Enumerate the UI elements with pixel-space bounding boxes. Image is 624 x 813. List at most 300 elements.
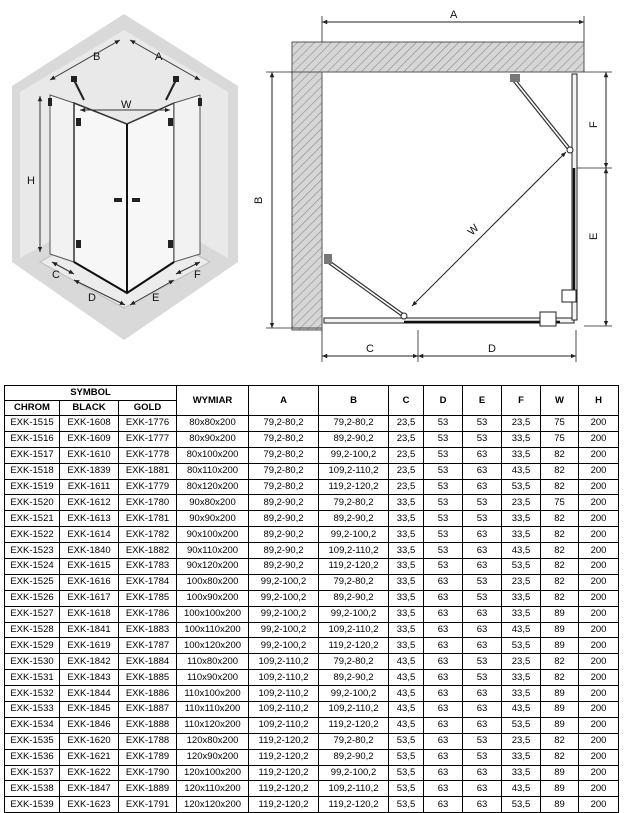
plan-label-b: B	[253, 196, 265, 204]
cell-b: 89,2-90,2	[319, 511, 389, 527]
cell-h: 200	[579, 527, 619, 543]
cell-d: 53	[424, 495, 463, 511]
cell-symbol-gold: EXK-1887	[119, 702, 177, 718]
cell-symbol-gold: EXK-1790	[119, 765, 177, 781]
cell-e: 53	[463, 654, 502, 670]
iso-label-d: D	[88, 292, 96, 304]
cell-symbol-chrom: EXK-1536	[5, 749, 60, 765]
cell-b: 99,2-100,2	[319, 606, 389, 622]
cell-w: 82	[541, 733, 579, 749]
cell-c: 33,5	[389, 559, 424, 575]
cell-c: 33,5	[389, 606, 424, 622]
cell-b: 89,2-90,2	[319, 749, 389, 765]
table-row	[5, 574, 619, 590]
cell-c: 33,5	[389, 590, 424, 606]
cell-a: 119,2-120,2	[249, 797, 319, 813]
cell-symbol-gold: EXK-1882	[119, 543, 177, 559]
cell-d: 63	[424, 590, 463, 606]
cell-symbol-chrom: EXK-1522	[5, 527, 60, 543]
cell-e: 63	[463, 527, 502, 543]
cell-h: 200	[579, 622, 619, 638]
cell-wymiar: 90x100x200	[177, 527, 249, 543]
cell-symbol-black: EXK-1839	[60, 463, 119, 479]
cell-h: 200	[579, 638, 619, 654]
cell-e: 63	[463, 543, 502, 559]
cell-e: 63	[463, 606, 502, 622]
cell-symbol-black: EXK-1616	[60, 574, 119, 590]
cell-f: 43,5	[502, 781, 541, 797]
cell-d: 63	[424, 797, 463, 813]
cell-f: 33,5	[502, 590, 541, 606]
cell-h: 200	[579, 749, 619, 765]
cell-w: 82	[541, 654, 579, 670]
cell-symbol-gold: EXK-1788	[119, 733, 177, 749]
table-row	[5, 781, 619, 797]
cell-c: 53,5	[389, 765, 424, 781]
cell-a: 89,2-90,2	[249, 559, 319, 575]
cell-c: 53,5	[389, 749, 424, 765]
cell-a: 99,2-100,2	[249, 590, 319, 606]
cell-e: 63	[463, 797, 502, 813]
cell-b: 89,2-90,2	[319, 670, 389, 686]
cell-b: 119,2-120,2	[319, 559, 389, 575]
cell-w: 89	[541, 702, 579, 718]
cell-symbol-chrom: EXK-1530	[5, 654, 60, 670]
cell-symbol-black: EXK-1608	[60, 416, 119, 432]
cell-e: 53	[463, 574, 502, 590]
cell-w: 82	[541, 590, 579, 606]
cell-symbol-chrom: EXK-1539	[5, 797, 60, 813]
cell-a: 119,2-120,2	[249, 733, 319, 749]
cell-b: 99,2-100,2	[319, 765, 389, 781]
cell-d: 63	[424, 574, 463, 590]
cell-symbol-black: EXK-1843	[60, 670, 119, 686]
cell-d: 63	[424, 606, 463, 622]
plan-label-e: E	[588, 232, 600, 240]
cell-d: 63	[424, 733, 463, 749]
cell-symbol-black: EXK-1620	[60, 733, 119, 749]
table-row	[5, 495, 619, 511]
cell-h: 200	[579, 479, 619, 495]
isometric-view	[12, 14, 238, 340]
cell-symbol-gold: EXK-1777	[119, 431, 177, 447]
table-row	[5, 527, 619, 543]
cell-wymiar: 110x80x200	[177, 654, 249, 670]
cell-h: 200	[579, 797, 619, 813]
cell-e: 63	[463, 622, 502, 638]
cell-f: 33,5	[502, 431, 541, 447]
cell-e: 63	[463, 781, 502, 797]
cell-wymiar: 110x100x200	[177, 686, 249, 702]
cell-d: 53	[424, 463, 463, 479]
cell-d: 53	[424, 543, 463, 559]
cell-b: 89,2-90,2	[319, 431, 389, 447]
cell-a: 89,2-90,2	[249, 543, 319, 559]
cell-symbol-gold: EXK-1784	[119, 574, 177, 590]
cell-a: 99,2-100,2	[249, 638, 319, 654]
plan-label-f: F	[588, 121, 600, 128]
cell-wymiar: 120x90x200	[177, 749, 249, 765]
cell-symbol-chrom: EXK-1523	[5, 543, 60, 559]
cell-wymiar: 80x120x200	[177, 479, 249, 495]
cell-f: 53,5	[502, 638, 541, 654]
plan-view	[253, 9, 612, 362]
cell-f: 23,5	[502, 574, 541, 590]
cell-w: 75	[541, 495, 579, 511]
cell-a: 99,2-100,2	[249, 574, 319, 590]
table-row	[5, 622, 619, 638]
cell-wymiar: 80x80x200	[177, 416, 249, 432]
cell-b: 99,2-100,2	[319, 447, 389, 463]
cell-h: 200	[579, 733, 619, 749]
cell-c: 43,5	[389, 654, 424, 670]
table-row	[5, 765, 619, 781]
cell-w: 89	[541, 638, 579, 654]
cell-c: 33,5	[389, 638, 424, 654]
cell-wymiar: 80x90x200	[177, 431, 249, 447]
cell-symbol-chrom: EXK-1521	[5, 511, 60, 527]
cell-a: 89,2-90,2	[249, 527, 319, 543]
cell-symbol-black: EXK-1844	[60, 686, 119, 702]
cell-wymiar: 100x80x200	[177, 574, 249, 590]
cell-f: 43,5	[502, 622, 541, 638]
cell-a: 119,2-120,2	[249, 781, 319, 797]
cell-wymiar: 110x120x200	[177, 717, 249, 733]
cell-f: 53,5	[502, 559, 541, 575]
cell-symbol-chrom: EXK-1529	[5, 638, 60, 654]
cell-symbol-black: EXK-1845	[60, 702, 119, 718]
cell-e: 63	[463, 717, 502, 733]
cell-f: 33,5	[502, 511, 541, 527]
cell-wymiar: 80x100x200	[177, 447, 249, 463]
cell-symbol-chrom: EXK-1519	[5, 479, 60, 495]
cell-c: 43,5	[389, 670, 424, 686]
iso-label-c: C	[52, 269, 60, 281]
cell-symbol-chrom: EXK-1518	[5, 463, 60, 479]
cell-c: 23,5	[389, 416, 424, 432]
cell-symbol-black: EXK-1846	[60, 717, 119, 733]
cell-wymiar: 100x100x200	[177, 606, 249, 622]
cell-e: 53	[463, 670, 502, 686]
cell-symbol-gold: EXK-1791	[119, 797, 177, 813]
cell-a: 119,2-120,2	[249, 749, 319, 765]
cell-c: 43,5	[389, 686, 424, 702]
table-row	[5, 702, 619, 718]
header-e: E	[463, 386, 502, 416]
cell-wymiar: 120x120x200	[177, 797, 249, 813]
cell-symbol-gold: EXK-1782	[119, 527, 177, 543]
cell-symbol-gold: EXK-1786	[119, 606, 177, 622]
cell-h: 200	[579, 654, 619, 670]
cell-h: 200	[579, 781, 619, 797]
cell-symbol-gold: EXK-1881	[119, 463, 177, 479]
cell-symbol-gold: EXK-1780	[119, 495, 177, 511]
cell-a: 79,2-80,2	[249, 463, 319, 479]
cell-f: 53,5	[502, 797, 541, 813]
wall-top	[292, 42, 584, 72]
cell-b: 79,2-80,2	[319, 654, 389, 670]
cell-wymiar: 110x90x200	[177, 670, 249, 686]
cell-e: 53	[463, 511, 502, 527]
cell-a: 99,2-100,2	[249, 606, 319, 622]
cell-e: 63	[463, 479, 502, 495]
cell-d: 53	[424, 479, 463, 495]
table-row	[5, 638, 619, 654]
cell-symbol-gold: EXK-1776	[119, 416, 177, 432]
header-w: W	[541, 386, 579, 416]
table-row	[5, 590, 619, 606]
cell-d: 63	[424, 749, 463, 765]
cell-w: 82	[541, 511, 579, 527]
cell-symbol-chrom: EXK-1537	[5, 765, 60, 781]
cell-a: 79,2-80,2	[249, 447, 319, 463]
cell-w: 82	[541, 463, 579, 479]
cell-f: 43,5	[502, 543, 541, 559]
cell-wymiar: 90x80x200	[177, 495, 249, 511]
cell-c: 53,5	[389, 733, 424, 749]
cell-e: 63	[463, 463, 502, 479]
table-row	[5, 606, 619, 622]
cell-h: 200	[579, 416, 619, 432]
cell-b: 89,2-90,2	[319, 590, 389, 606]
table-row	[5, 447, 619, 463]
wall-left	[292, 72, 322, 330]
header-b: B	[319, 386, 389, 416]
iso-label-a: A	[155, 51, 163, 63]
cell-d: 63	[424, 654, 463, 670]
cell-b: 109,2-110,2	[319, 543, 389, 559]
cell-d: 53	[424, 559, 463, 575]
iso-label-w: W	[121, 99, 132, 111]
cell-d: 53	[424, 447, 463, 463]
diagrams	[0, 0, 624, 380]
cell-e: 53	[463, 495, 502, 511]
cell-c: 23,5	[389, 447, 424, 463]
cell-wymiar: 90x120x200	[177, 559, 249, 575]
cell-h: 200	[579, 543, 619, 559]
cell-wymiar: 110x110x200	[177, 702, 249, 718]
cell-symbol-black: EXK-1623	[60, 797, 119, 813]
cell-c: 43,5	[389, 702, 424, 718]
cell-symbol-chrom: EXK-1526	[5, 590, 60, 606]
cell-a: 109,2-110,2	[249, 702, 319, 718]
cell-symbol-gold: EXK-1783	[119, 559, 177, 575]
cell-h: 200	[579, 670, 619, 686]
cell-symbol-gold: EXK-1781	[119, 511, 177, 527]
cell-c: 43,5	[389, 717, 424, 733]
cell-symbol-black: EXK-1612	[60, 495, 119, 511]
cell-e: 63	[463, 638, 502, 654]
cell-c: 33,5	[389, 527, 424, 543]
header-f: F	[502, 386, 541, 416]
table-row	[5, 511, 619, 527]
table-row	[5, 797, 619, 813]
cell-symbol-black: EXK-1610	[60, 447, 119, 463]
cell-symbol-gold: EXK-1787	[119, 638, 177, 654]
cell-symbol-chrom: EXK-1534	[5, 717, 60, 733]
cell-a: 109,2-110,2	[249, 717, 319, 733]
cell-e: 53	[463, 590, 502, 606]
cell-a: 109,2-110,2	[249, 654, 319, 670]
cell-f: 43,5	[502, 702, 541, 718]
cell-f: 33,5	[502, 670, 541, 686]
cell-b: 79,2-80,2	[319, 495, 389, 511]
cell-d: 63	[424, 686, 463, 702]
iso-label-b: B	[93, 51, 101, 63]
cell-symbol-chrom: EXK-1528	[5, 622, 60, 638]
cell-b: 79,2-80,2	[319, 574, 389, 590]
cell-symbol-black: EXK-1617	[60, 590, 119, 606]
cell-wymiar: 90x90x200	[177, 511, 249, 527]
table-row	[5, 670, 619, 686]
cell-f: 53,5	[502, 717, 541, 733]
cell-symbol-chrom: EXK-1538	[5, 781, 60, 797]
table-row	[5, 416, 619, 432]
iso-label-f: F	[194, 269, 201, 281]
cell-symbol-chrom: EXK-1524	[5, 559, 60, 575]
cell-d: 63	[424, 622, 463, 638]
cell-w: 82	[541, 559, 579, 575]
cell-wymiar: 120x100x200	[177, 765, 249, 781]
iso-label-e: E	[152, 292, 160, 304]
cell-symbol-gold: EXK-1886	[119, 686, 177, 702]
cell-d: 63	[424, 638, 463, 654]
cell-h: 200	[579, 463, 619, 479]
cell-a: 109,2-110,2	[249, 686, 319, 702]
cell-w: 82	[541, 527, 579, 543]
cell-b: 109,2-110,2	[319, 463, 389, 479]
cell-symbol-black: EXK-1621	[60, 749, 119, 765]
cell-d: 53	[424, 416, 463, 432]
cell-w: 82	[541, 749, 579, 765]
plan-label-c: C	[366, 343, 374, 355]
spec-table-body	[5, 416, 619, 813]
glass-right-fixed	[174, 95, 200, 262]
cell-f: 23,5	[502, 654, 541, 670]
cell-d: 63	[424, 702, 463, 718]
cell-h: 200	[579, 765, 619, 781]
cell-symbol-chrom: EXK-1535	[5, 733, 60, 749]
cell-w: 75	[541, 431, 579, 447]
header-h: H	[579, 386, 619, 416]
cell-h: 200	[579, 511, 619, 527]
cell-symbol-black: EXK-1618	[60, 606, 119, 622]
spec-table	[4, 385, 619, 813]
cell-symbol-black: EXK-1615	[60, 559, 119, 575]
cell-wymiar: 80x110x200	[177, 463, 249, 479]
cell-f: 33,5	[502, 765, 541, 781]
cell-symbol-gold: EXK-1884	[119, 654, 177, 670]
cell-wymiar: 100x110x200	[177, 622, 249, 638]
cell-w: 82	[541, 670, 579, 686]
cell-e: 53	[463, 431, 502, 447]
cell-a: 79,2-80,2	[249, 431, 319, 447]
cell-f: 23,5	[502, 495, 541, 511]
cell-b: 119,2-120,2	[319, 717, 389, 733]
cell-f: 23,5	[502, 416, 541, 432]
cell-symbol-chrom: EXK-1520	[5, 495, 60, 511]
cell-h: 200	[579, 717, 619, 733]
cell-wymiar: 120x80x200	[177, 733, 249, 749]
cell-symbol-gold: EXK-1779	[119, 479, 177, 495]
header-gold: GOLD	[119, 401, 177, 416]
cell-c: 33,5	[389, 543, 424, 559]
cell-d: 53	[424, 431, 463, 447]
cell-d: 63	[424, 670, 463, 686]
cell-symbol-black: EXK-1847	[60, 781, 119, 797]
cell-symbol-black: EXK-1840	[60, 543, 119, 559]
cell-d: 63	[424, 765, 463, 781]
cell-b: 79,2-80,2	[319, 416, 389, 432]
cell-w: 89	[541, 686, 579, 702]
table-row	[5, 717, 619, 733]
cell-symbol-gold: EXK-1785	[119, 590, 177, 606]
cell-symbol-black: EXK-1841	[60, 622, 119, 638]
cell-symbol-chrom: EXK-1527	[5, 606, 60, 622]
table-row	[5, 543, 619, 559]
cell-symbol-chrom: EXK-1525	[5, 574, 60, 590]
cell-f: 33,5	[502, 447, 541, 463]
cell-symbol-black: EXK-1611	[60, 479, 119, 495]
cell-w: 89	[541, 765, 579, 781]
cell-c: 33,5	[389, 622, 424, 638]
header-d: D	[424, 386, 463, 416]
cell-b: 119,2-120,2	[319, 797, 389, 813]
cell-e: 63	[463, 447, 502, 463]
cell-symbol-black: EXK-1609	[60, 431, 119, 447]
cell-b: 109,2-110,2	[319, 781, 389, 797]
cell-a: 109,2-110,2	[249, 670, 319, 686]
cell-h: 200	[579, 606, 619, 622]
cell-symbol-black: EXK-1614	[60, 527, 119, 543]
cell-symbol-black: EXK-1619	[60, 638, 119, 654]
cell-symbol-gold: EXK-1789	[119, 749, 177, 765]
cell-c: 33,5	[389, 511, 424, 527]
cell-e: 63	[463, 765, 502, 781]
cell-symbol-gold: EXK-1885	[119, 670, 177, 686]
plan-label-a: A	[450, 9, 458, 21]
cell-symbol-chrom: EXK-1515	[5, 416, 60, 432]
cell-e: 63	[463, 686, 502, 702]
cell-c: 23,5	[389, 431, 424, 447]
cell-e: 63	[463, 559, 502, 575]
cell-symbol-gold: EXK-1889	[119, 781, 177, 797]
cell-f: 33,5	[502, 749, 541, 765]
cell-symbol-chrom: EXK-1532	[5, 686, 60, 702]
cell-symbol-gold: EXK-1888	[119, 717, 177, 733]
cell-w: 82	[541, 479, 579, 495]
cell-h: 200	[579, 574, 619, 590]
cell-h: 200	[579, 495, 619, 511]
cell-a: 89,2-90,2	[249, 495, 319, 511]
glass-left-fixed	[50, 95, 74, 262]
cell-symbol-chrom: EXK-1517	[5, 447, 60, 463]
cell-h: 200	[579, 686, 619, 702]
cell-f: 23,5	[502, 733, 541, 749]
cell-wymiar: 120x110x200	[177, 781, 249, 797]
header-a: A	[249, 386, 319, 416]
cell-symbol-chrom: EXK-1516	[5, 431, 60, 447]
cell-d: 63	[424, 717, 463, 733]
cell-a: 99,2-100,2	[249, 622, 319, 638]
cell-e: 53	[463, 733, 502, 749]
cell-b: 109,2-110,2	[319, 622, 389, 638]
cell-symbol-black: EXK-1842	[60, 654, 119, 670]
cell-w: 89	[541, 781, 579, 797]
header-c: C	[389, 386, 424, 416]
cell-wymiar: 100x120x200	[177, 638, 249, 654]
cell-c: 23,5	[389, 479, 424, 495]
